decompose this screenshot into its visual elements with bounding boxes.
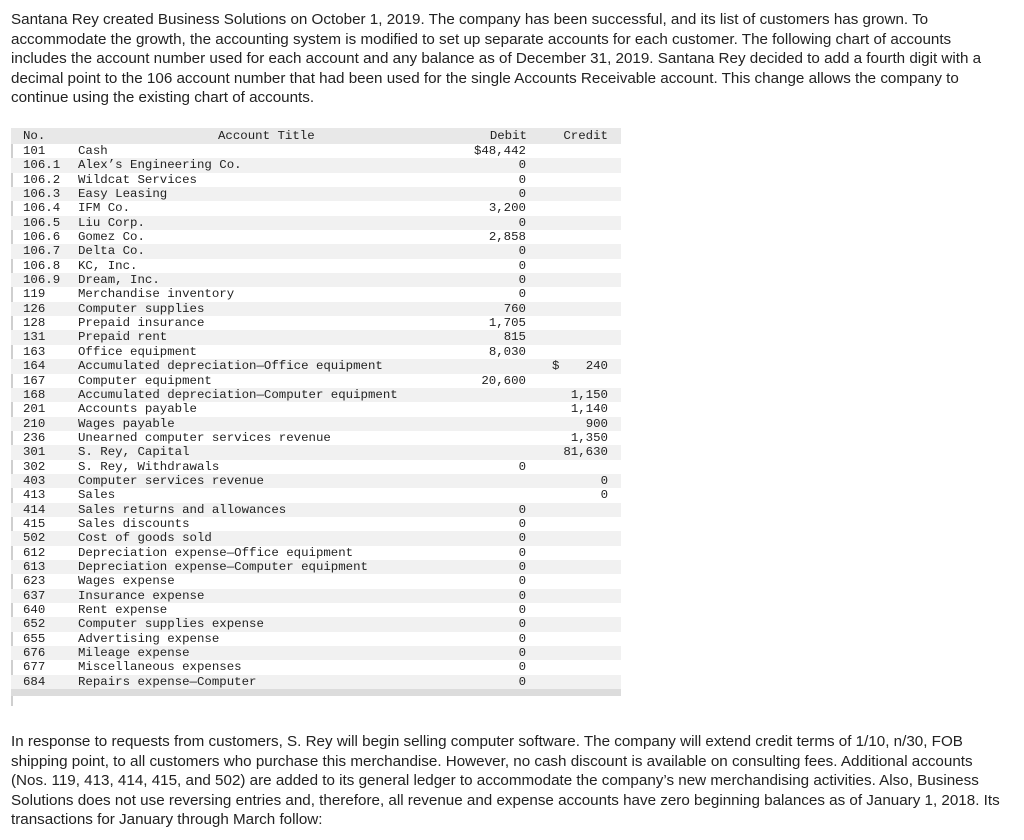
account-title: Miscellaneous expenses	[78, 660, 242, 675]
account-number: 106.1	[23, 158, 61, 173]
account-number: 677	[23, 660, 46, 675]
table-row	[11, 316, 621, 330]
account-number: 119	[23, 287, 46, 302]
account-title: Sales discounts	[78, 516, 190, 531]
table-row	[11, 173, 621, 187]
credit-currency-symbol: $	[552, 359, 560, 374]
debit-value: $48,442	[473, 144, 526, 158]
account-title: Insurance expense	[78, 588, 205, 603]
account-number: 413	[23, 488, 46, 503]
account-title: Prepaid insurance	[78, 316, 205, 331]
credit-value: 900	[585, 416, 608, 431]
debit-value: 0	[518, 646, 526, 661]
credit-value: 0	[600, 473, 608, 488]
account-title: Depreciation expense—Computer equipment	[78, 559, 368, 574]
account-number: 128	[23, 316, 46, 331]
account-title: Accumulated depreciation—Office equipment	[78, 359, 383, 374]
table-row	[11, 560, 621, 574]
account-number: 106.4	[23, 201, 61, 216]
account-title: Easy Leasing	[78, 187, 168, 202]
debit-value: 0	[518, 588, 526, 603]
account-title: S. Rey, Withdrawals	[78, 459, 220, 474]
debit-value: 0	[518, 516, 526, 531]
table-row	[11, 517, 621, 531]
account-number: 106.2	[23, 172, 61, 187]
table-row	[11, 287, 621, 301]
account-title: Advertising expense	[78, 631, 220, 646]
debit-value: 3,200	[488, 201, 526, 216]
account-title: Wages payable	[78, 416, 175, 431]
account-title: Accumulated depreciation—Computer equipment	[78, 387, 398, 402]
table-row	[11, 244, 621, 258]
table-row	[11, 632, 621, 646]
table-row	[11, 603, 621, 617]
account-number: 106.8	[23, 258, 61, 273]
account-number: 201	[23, 402, 46, 417]
table-row	[11, 431, 621, 445]
table-row	[11, 445, 621, 459]
table-row	[11, 488, 621, 502]
account-title: Repairs expense—Computer	[78, 674, 257, 689]
account-number: 415	[23, 516, 46, 531]
debit-value: 0	[518, 158, 526, 173]
account-title: Liu Corp.	[78, 215, 145, 230]
account-number: 655	[23, 631, 46, 646]
account-number: 637	[23, 588, 46, 603]
table-row	[11, 187, 621, 201]
debit-value: 0	[518, 215, 526, 230]
account-title: KC, Inc.	[78, 258, 138, 273]
debit-value: 8,030	[488, 344, 526, 359]
table-row	[11, 259, 621, 273]
account-number: 106.3	[23, 187, 61, 202]
debit-value: 20,600	[481, 373, 526, 388]
table-row	[11, 417, 621, 431]
account-title: Office equipment	[78, 344, 197, 359]
account-title: Merchandise inventory	[78, 287, 235, 302]
account-title: IFM Co.	[78, 201, 131, 216]
account-title: Prepaid rent	[78, 330, 168, 345]
account-title: Sales returns and allowances	[78, 502, 287, 517]
debit-value: 0	[518, 459, 526, 474]
debit-value: 0	[518, 287, 526, 302]
header-debit: Debit	[489, 129, 527, 143]
table-row	[11, 546, 621, 560]
header-credit: Credit	[563, 129, 608, 143]
account-title: Cost of goods sold	[78, 531, 212, 546]
table-row	[11, 402, 621, 416]
debit-value: 2,858	[488, 230, 526, 245]
account-number: 236	[23, 430, 46, 445]
table-row	[11, 216, 621, 230]
account-title: Computer supplies	[78, 301, 205, 316]
debit-value: 0	[518, 258, 526, 273]
account-number: 168	[23, 387, 46, 402]
account-number: 684	[23, 674, 46, 689]
account-title: S. Rey, Capital	[78, 445, 190, 460]
outro-paragraph: In response to requests from customers, S. Rey will begin selling computer software. The company will extend credit terms of 1/10, n/30, FOB shipping point, to all customers who purchase this merchandise. However, no cash discount is available on consulting fees. Additional accounts (Nos. 119, 413, 414, 415, and 502) are added to its general ledger to accommodate the company’s new merchandising activities. Also, Business Solutions does not use reversing entries and, therefore, all revenue and expense accounts have zero beginning balances as of January 1, 2018. Its transactions for January through March follow:	[11, 733, 1000, 829]
account-number: 167	[23, 373, 46, 388]
account-number: 164	[23, 359, 46, 374]
account-number: 106.7	[23, 244, 61, 259]
account-title: Gomez Co.	[78, 230, 145, 245]
table-row	[11, 330, 621, 344]
account-title: Rent expense	[78, 603, 168, 617]
chart-of-accounts-table	[11, 128, 621, 696]
debit-value: 0	[518, 559, 526, 574]
debit-value: 0	[518, 674, 526, 689]
account-number: 106.6	[23, 230, 61, 245]
debit-value: 0	[518, 172, 526, 187]
debit-value: 0	[518, 502, 526, 517]
account-title: Wildcat Services	[78, 172, 197, 187]
debit-value: 1,705	[488, 316, 526, 331]
account-title: Computer supplies expense	[78, 617, 264, 632]
table-row	[11, 273, 621, 287]
table-row	[11, 388, 621, 402]
table-row	[11, 158, 621, 172]
account-title: Sales	[78, 488, 116, 503]
table-row	[11, 230, 621, 244]
table-row	[11, 302, 621, 316]
debit-value: 815	[503, 330, 526, 345]
account-number: 106.9	[23, 273, 61, 288]
account-number: 623	[23, 574, 46, 589]
account-number: 126	[23, 301, 46, 316]
account-number: 101	[23, 144, 46, 158]
account-number: 301	[23, 445, 46, 460]
table-header-row	[11, 128, 621, 144]
table-row	[11, 359, 621, 373]
account-number: 640	[23, 603, 46, 617]
debit-value: 0	[518, 660, 526, 675]
credit-value: 1,350	[570, 430, 608, 445]
account-number: 502	[23, 531, 46, 546]
debit-value: 0	[518, 273, 526, 288]
credit-value: 1,140	[570, 402, 608, 417]
debit-value: 760	[503, 301, 526, 316]
account-title: Delta Co.	[78, 244, 145, 259]
account-title: Computer services revenue	[78, 473, 264, 488]
debit-value: 0	[518, 574, 526, 589]
header-account-title: Account Title	[218, 129, 315, 143]
debit-value: 0	[518, 531, 526, 546]
header-no: No.	[23, 129, 46, 143]
account-number: 210	[23, 416, 46, 431]
account-number: 612	[23, 545, 46, 560]
table-row	[11, 574, 621, 588]
account-number: 163	[23, 344, 46, 359]
account-number: 652	[23, 617, 46, 632]
table-row	[11, 589, 621, 603]
account-number: 676	[23, 646, 46, 661]
debit-value: 0	[518, 603, 526, 617]
table-row	[11, 460, 621, 474]
table-row	[11, 503, 621, 517]
table-row	[11, 345, 621, 359]
account-title: Dream, Inc.	[78, 273, 160, 288]
account-title: Unearned computer services revenue	[78, 430, 331, 445]
account-number: 414	[23, 502, 46, 517]
table-row	[11, 675, 621, 689]
account-number: 302	[23, 459, 46, 474]
table-row	[11, 201, 621, 215]
debit-value: 0	[518, 631, 526, 646]
account-title: Depreciation expense—Office equipment	[78, 545, 354, 560]
table-row	[11, 531, 621, 545]
account-number: 106.5	[23, 215, 61, 230]
intro-paragraph: Santana Rey created Business Solutions on October 1, 2019. The company has been successful, and its list of customers has grown. To accommodate the growth, the accounting system is modified to set up separate accounts for each customer. The following chart of accounts includes the account number used for each account and any balance as of December 31, 2019. Santana Rey decided to add a fourth digit with a decimal point to the 106 account number that had been used for the single Accounts Receivable account. This change allows the company to continue using the existing chart of accounts.	[11, 11, 982, 107]
account-number: 131	[23, 330, 46, 345]
account-title: Cash	[78, 144, 108, 158]
account-title: Accounts payable	[78, 402, 197, 417]
account-number: 403	[23, 473, 46, 488]
table-row	[11, 144, 621, 158]
debit-value: 0	[518, 617, 526, 632]
account-title: Computer equipment	[78, 373, 212, 388]
table-row	[11, 474, 621, 488]
table-row	[11, 646, 621, 660]
account-title: Wages expense	[78, 574, 175, 589]
debit-value: 0	[518, 545, 526, 560]
credit-value: 1,150	[570, 387, 608, 402]
credit-value: 0	[600, 488, 608, 503]
debit-value: 0	[518, 244, 526, 259]
account-title: Alex’s Engineering Co.	[78, 158, 242, 173]
debit-value: 0	[518, 187, 526, 202]
credit-value: 81,630	[563, 445, 608, 460]
table-row	[11, 374, 621, 388]
account-number: 613	[23, 559, 46, 574]
table-row	[11, 660, 621, 674]
table-row	[11, 617, 621, 631]
account-title: Mileage expense	[78, 646, 190, 661]
credit-value: 240	[585, 359, 608, 374]
